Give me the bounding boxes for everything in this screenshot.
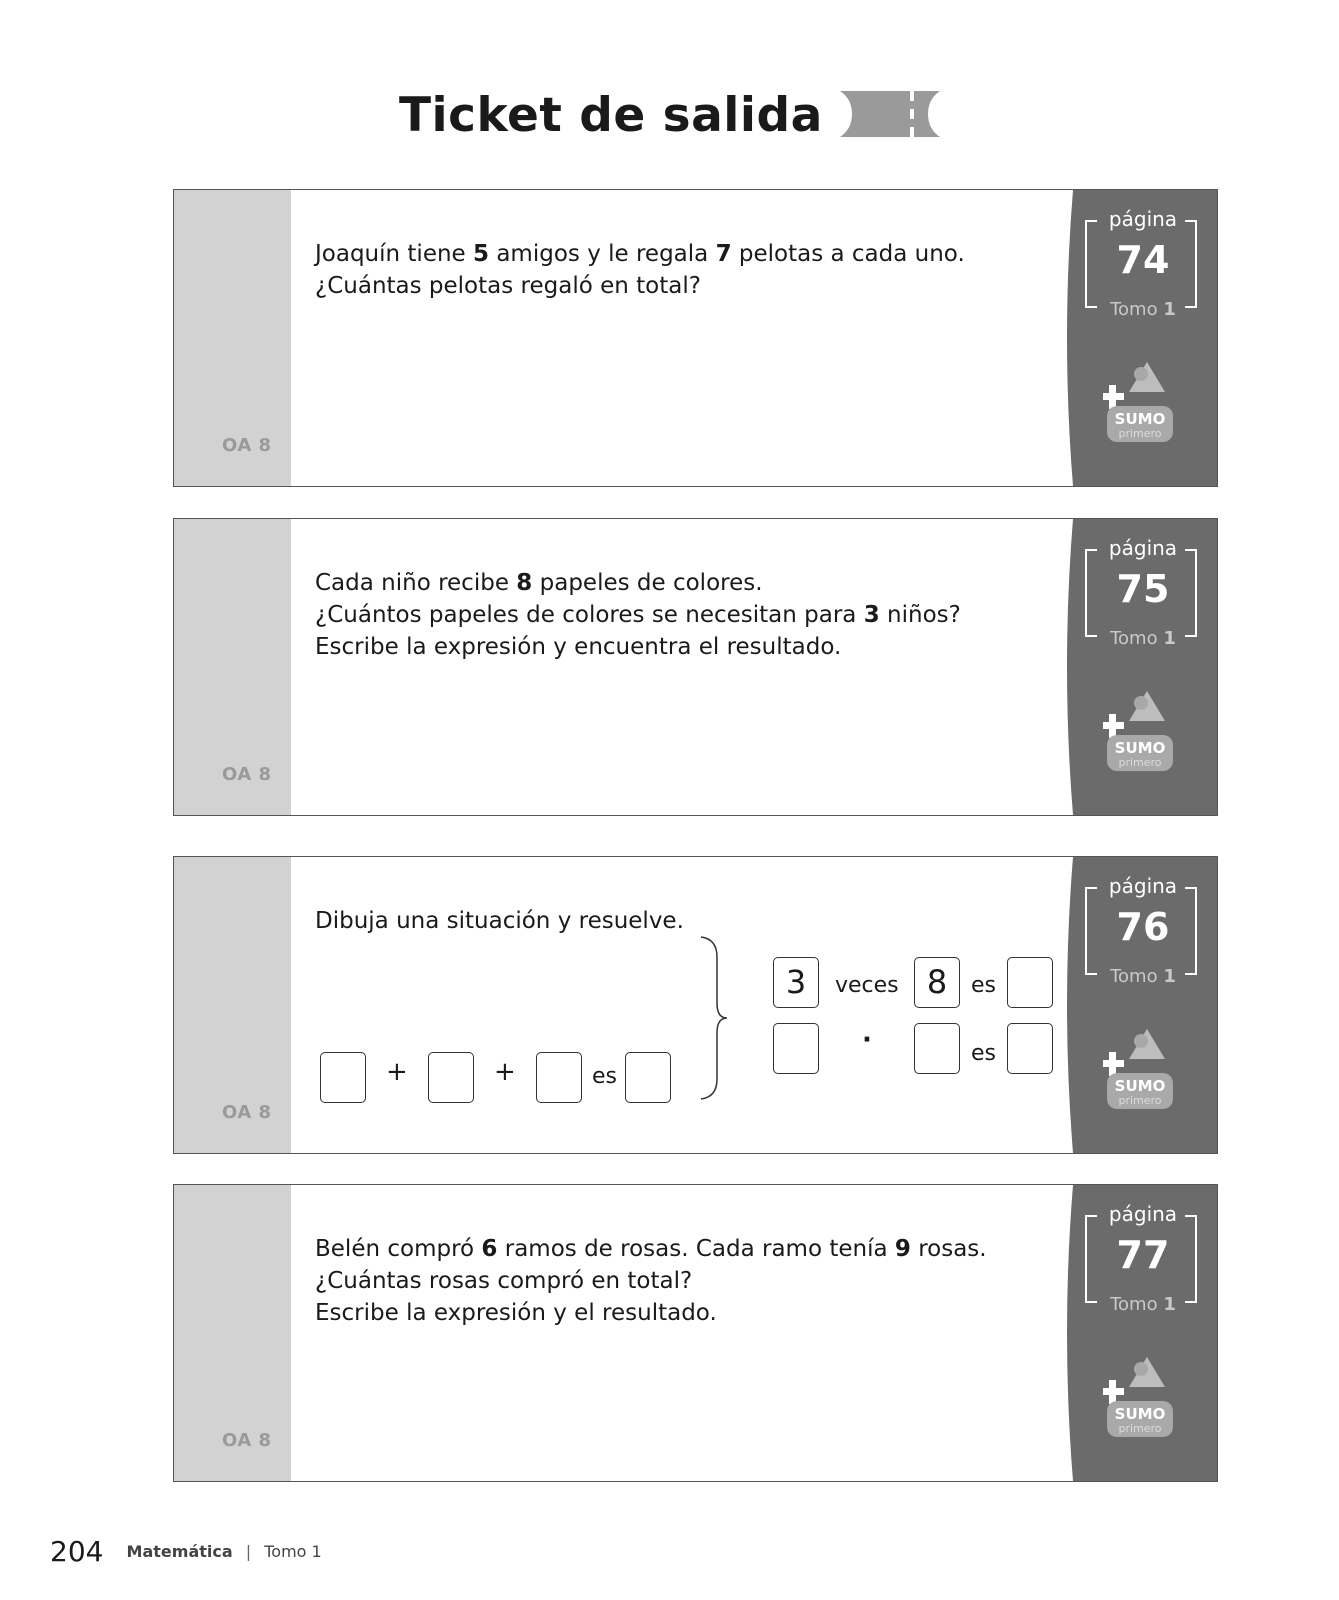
oa-label: OA 8 — [222, 1102, 272, 1123]
bracket-tick — [1185, 635, 1195, 637]
page-reference-panel — [1065, 519, 1217, 815]
question-line: Escribe la expresión y el resultado. — [315, 1300, 717, 1326]
page-number: 77 — [1116, 1233, 1170, 1277]
tomo-label: Tomo 1 — [1110, 1294, 1176, 1315]
footer-tomo: Tomo 1 — [264, 1542, 322, 1561]
plus-sign: + — [494, 1057, 516, 1087]
bold-number: 7 — [715, 241, 732, 267]
question-line: Belén compró 6 ramos de rosas. Cada ramo tenía 9 rosas. — [315, 1236, 987, 1262]
curly-brace — [699, 935, 729, 1101]
logo-text-sumo: SUMO — [1114, 739, 1166, 757]
page-label: página — [1108, 536, 1178, 560]
page-number: 76 — [1116, 905, 1170, 949]
question-line: ¿Cuántas rosas compró en total? — [315, 1268, 693, 1294]
answer-box[interactable] — [428, 1052, 474, 1103]
question-line: Joaquín tiene 5 amigos y le regala 7 pelotas a cada uno. — [315, 241, 965, 267]
footer-page-number: 204 — [50, 1535, 104, 1568]
question-line: Dibuja una situación y resuelve. — [315, 908, 684, 934]
page-reference-panel — [1065, 1185, 1217, 1481]
question-text — [315, 905, 684, 937]
answer-box[interactable] — [536, 1052, 582, 1103]
bracket-tick — [1185, 1301, 1195, 1303]
page-label: página — [1108, 1202, 1178, 1226]
logo-text-sumo: SUMO — [1114, 1077, 1166, 1095]
bracket-tick — [1087, 1301, 1097, 1303]
es-label: es — [971, 973, 996, 998]
sumo-primero-logo — [1103, 1025, 1179, 1117]
answer-box[interactable] — [773, 1023, 819, 1074]
exit-ticket-1 — [173, 189, 1218, 487]
bracket-tick — [1087, 973, 1097, 975]
veces-label: veces — [835, 973, 899, 998]
answer-box[interactable] — [914, 1023, 960, 1074]
question-text — [315, 238, 965, 302]
bracket-tick — [1185, 220, 1195, 222]
answer-box[interactable] — [1007, 957, 1053, 1008]
plus-sign: + — [386, 1057, 408, 1087]
exit-ticket-3 — [173, 856, 1218, 1154]
oa-label: OA 8 — [222, 435, 272, 456]
logo-text-primero: primero — [1118, 756, 1162, 769]
bracket-tick — [1185, 549, 1195, 551]
bracket-tick — [1087, 306, 1097, 308]
question-line: ¿Cuántos papeles de colores se necesitan para 3 niños? — [315, 602, 961, 628]
question-text — [315, 567, 961, 663]
answer-box[interactable] — [1007, 1023, 1053, 1074]
bracket-tick — [1087, 1215, 1097, 1217]
bracket-tick — [1087, 220, 1097, 222]
page-number: 75 — [1116, 567, 1170, 611]
bold-number: 3 — [863, 602, 880, 628]
tomo-label: Tomo 1 — [1110, 966, 1176, 987]
logo-text-primero: primero — [1118, 1094, 1162, 1107]
answer-box[interactable] — [320, 1052, 366, 1103]
bracket-tick — [1087, 549, 1097, 551]
page-bracket — [1085, 536, 1197, 649]
exit-ticket-4 — [173, 1184, 1218, 1482]
bracket-tick — [1185, 973, 1195, 975]
es-label: es — [971, 1041, 996, 1066]
bold-number: 6 — [481, 1236, 498, 1262]
es-label: es — [592, 1064, 617, 1089]
page-reference-panel — [1065, 190, 1217, 486]
sumo-primero-logo — [1103, 1353, 1179, 1445]
bracket-tick — [1087, 635, 1097, 637]
given-value-box: 3 — [773, 957, 819, 1008]
tomo-label: Tomo 1 — [1110, 628, 1176, 649]
question-line: Escribe la expresión y encuentra el resultado. — [315, 634, 842, 660]
bold-number: 8 — [516, 570, 533, 596]
question-line: Cada niño recibe 8 papeles de colores. — [315, 570, 763, 596]
footer-separator: | — [245, 1542, 252, 1561]
page-title: Ticket de salida — [399, 88, 823, 143]
page-reference-panel — [1065, 857, 1217, 1153]
bracket-tick — [1185, 306, 1195, 308]
sumo-primero-logo — [1103, 687, 1179, 779]
bracket-tick — [1087, 887, 1097, 889]
logo-text-sumo: SUMO — [1114, 1405, 1166, 1423]
page-footer — [50, 1535, 322, 1568]
multiplication-dot: · — [862, 1025, 872, 1055]
bold-number: 5 — [473, 241, 490, 267]
bracket-tick — [1185, 887, 1195, 889]
exit-ticket-2 — [173, 518, 1218, 816]
answer-box[interactable] — [625, 1052, 671, 1103]
sumo-primero-logo — [1103, 358, 1179, 450]
question-line: ¿Cuántas pelotas regaló en total? — [315, 273, 701, 299]
page-number: 74 — [1116, 238, 1170, 282]
logo-text-sumo: SUMO — [1114, 410, 1166, 428]
page-label: página — [1108, 207, 1178, 231]
oa-label: OA 8 — [222, 1430, 272, 1451]
logo-text-primero: primero — [1118, 1422, 1162, 1435]
ticket-icon — [840, 89, 940, 143]
footer-subject: Matemática — [126, 1542, 233, 1561]
bold-number: 9 — [894, 1236, 911, 1262]
logo-text-primero: primero — [1118, 427, 1162, 440]
bracket-tick — [1185, 1215, 1195, 1217]
page-bracket — [1085, 874, 1197, 987]
page-label: página — [1108, 874, 1178, 898]
page-bracket — [1085, 1202, 1197, 1315]
question-text — [315, 1233, 987, 1329]
page-bracket — [1085, 207, 1197, 320]
tomo-label: Tomo 1 — [1110, 299, 1176, 320]
page-header — [0, 88, 1339, 143]
oa-label: OA 8 — [222, 764, 272, 785]
given-value-box: 8 — [914, 957, 960, 1008]
